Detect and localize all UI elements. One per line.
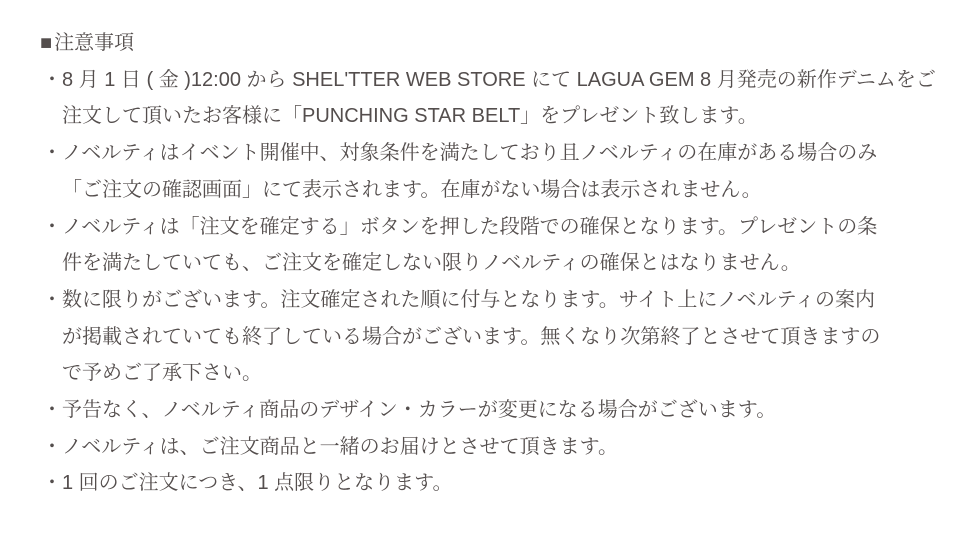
notice-line: が掲載されていても終了している場合がございます。無くなり次第終了とさせて頂きますの — [62, 325, 881, 348]
bullet-icon: ・ — [42, 399, 62, 422]
notice-line: 予告なく、ノベルティ商品のデザイン・カラーが変更になる場合がございます。 — [62, 399, 777, 422]
notice-section — [40, 25, 950, 502]
notice-line: 1 回のご注文につき、1 点限りとなります。 — [62, 472, 453, 495]
notice-line: ノベルティは、ご注文商品と一緒のお届けとさせて頂きます。 — [62, 435, 618, 458]
notice-line: 注文して頂いたお客様に「PUNCHING STAR BELT」をプレゼント致します。 — [62, 105, 758, 128]
notice-line: 件を満たしていても、ご注文を確定しない限りノベルティの確保とはなりません。 — [62, 252, 801, 275]
notice-line: 8 月 1 日 ( 金 )12:00 から SHEL'TTER WEB STORE にて LAGUA GEM 8 月発売の新作デニムをご — [62, 68, 936, 91]
notice-heading — [40, 25, 950, 62]
bullet-icon: ・ — [42, 288, 62, 311]
notice-item — [40, 282, 950, 392]
notice-line: ノベルティはイベント開催中、対象条件を満たしており且ノベルティの在庫がある場合のみ — [62, 142, 878, 165]
square-marker-icon: ■ — [40, 32, 53, 54]
notice-line: ノベルティは「注文を確定する」ボタンを押した段階での確保となります。プレゼントの条 — [62, 215, 878, 238]
notice-item — [40, 62, 950, 135]
notice-item — [40, 135, 950, 208]
notice-item — [40, 429, 950, 466]
bullet-icon: ・ — [42, 435, 62, 458]
notice-line: 「ご注文の確認画面」にて表示されます。在庫がない場合は表示されません。 — [62, 178, 762, 201]
notice-line: 数に限りがございます。注文確定された順に付与となります。サイト上にノベルティの案内 — [62, 288, 875, 311]
notice-heading-title: 注意事項 — [54, 32, 135, 54]
notice-item — [40, 465, 950, 502]
notice-item — [40, 392, 950, 429]
bullet-icon: ・ — [42, 68, 62, 91]
notice-line: で予めご了承下さい。 — [62, 362, 262, 385]
bullet-icon: ・ — [42, 472, 62, 495]
notice-item — [40, 209, 950, 282]
bullet-icon: ・ — [42, 215, 62, 238]
bullet-icon: ・ — [42, 142, 62, 165]
